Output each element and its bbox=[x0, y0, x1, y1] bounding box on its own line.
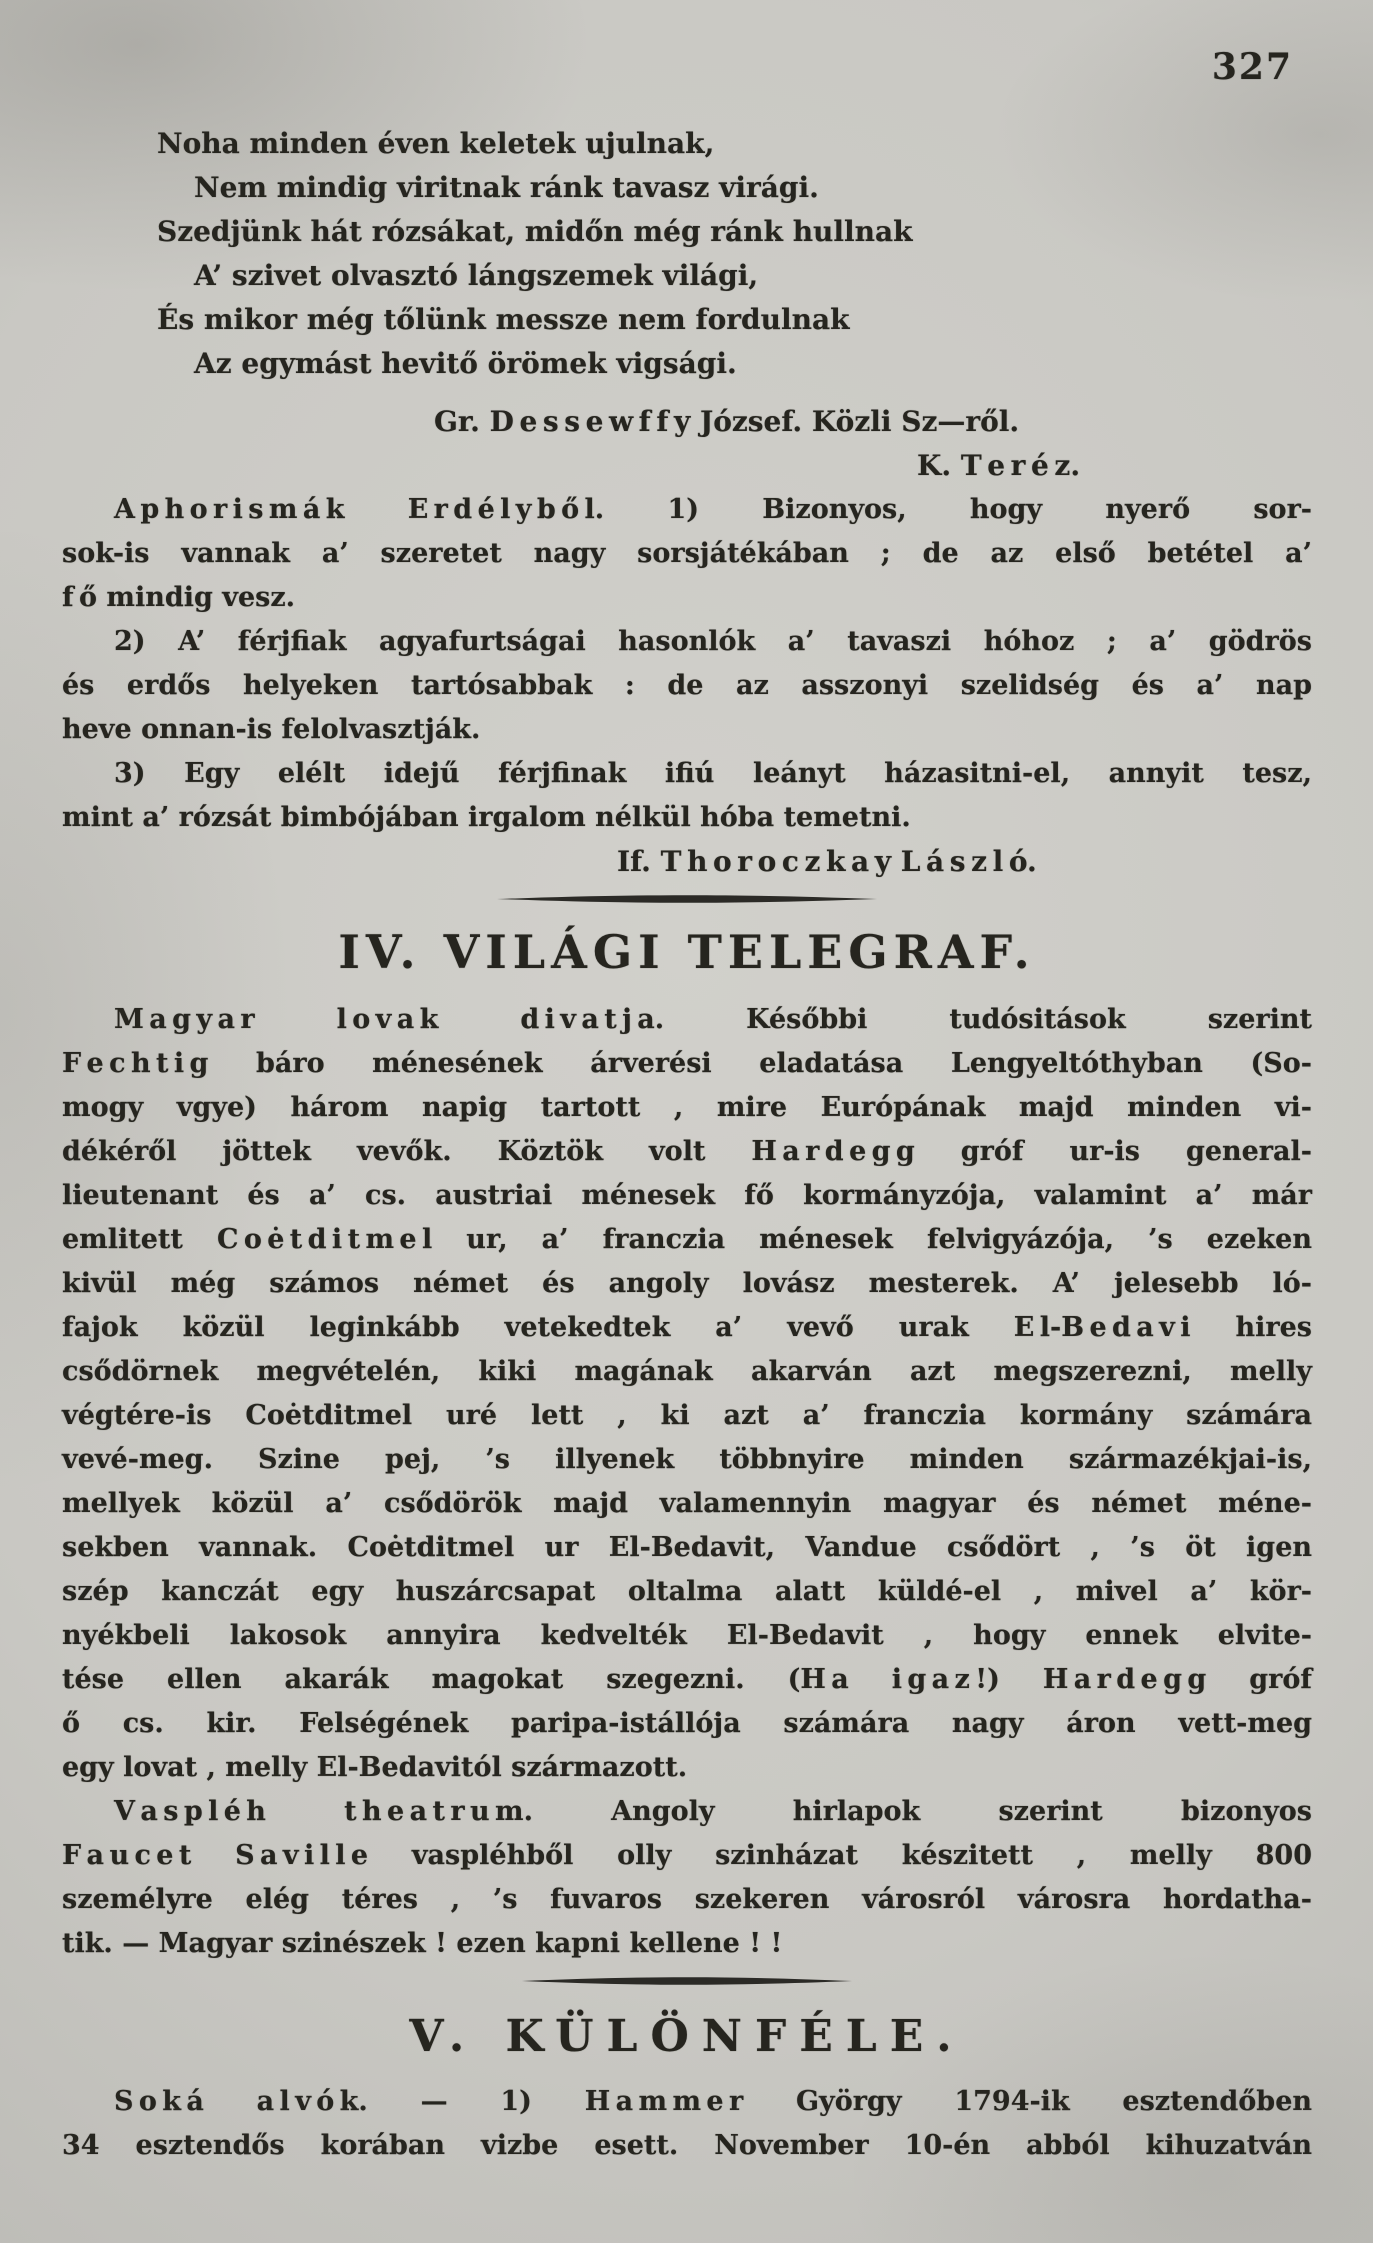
article-line: ő cs. kir. Felségének paripa-istállója számára nagy áron vett-meg bbox=[62, 1708, 1312, 1739]
article-line: M a g y a r l o v a k d i v a t j a. Későbbi tudósitások szerint bbox=[114, 1004, 1312, 1035]
divider-rule-icon bbox=[522, 1976, 852, 1986]
article-line: fajok közül leginkább vetekedtek a’ vevő urak E l-B e d a v i hires bbox=[62, 1312, 1312, 1343]
poem-line: Az egymást hevitő örömek vigsági. bbox=[194, 347, 737, 380]
article-line: mogy vgye) három napig tartott , mire Európának majd minden vi- bbox=[62, 1092, 1312, 1123]
divider-rule-icon bbox=[497, 894, 877, 904]
telegraf-article-magyar-lovak bbox=[62, 998, 1312, 1790]
article-line: F e c h t i g báro ménesének árverési eladatása Lengyeltóthyban (So- bbox=[62, 1048, 1312, 1079]
section-heading-vilagi-telegraf: IV. VILÁGI TELEGRAF. bbox=[338, 925, 1036, 979]
article-line: vevé-meg. Szine pej, ’s illyenek többnyire minden származékjai-is, bbox=[62, 1444, 1312, 1475]
article-line: személyre elég téres , ’s fuvaros szekeren városról városra hordatha- bbox=[62, 1884, 1312, 1915]
article-line: S o k á a l v ó k. — 1) H a m m e r György 1794-ik esztendőben bbox=[114, 2086, 1312, 2117]
article-line: egy lovat , melly El-Bedavitól származott. bbox=[62, 1752, 688, 1783]
article-line: nyékbeli lakosok annyira kedvelték El-Bedavit , hogy ennek elvite- bbox=[62, 1620, 1312, 1651]
article-line: emlitett C o ė t d i t m e l ur, a’ franczia ménesek felvigyázója, ’s ezeken bbox=[62, 1224, 1312, 1255]
article-line: tik. — Magyar szinészek ! ezen kapni kellene ! ! bbox=[62, 1928, 783, 1959]
article-line: dékéről jöttek vevők. Köztök volt H a r d e g g gróf ur-is general- bbox=[62, 1136, 1312, 1167]
article-line: F a u c e t S a v i l l e vaspléhből olly szinházat készitett , melly 800 bbox=[62, 1840, 1312, 1871]
poem-line: És mikor még tőlünk messze nem fordulnak bbox=[157, 303, 850, 336]
article-line: kivül még számos német és angoly lovász mesterek. A’ jelesebb ló- bbox=[62, 1268, 1312, 1299]
article-line: V a s p l é h t h e a t r u m. Angoly hirlapok szerint bizonyos bbox=[114, 1796, 1312, 1827]
text-column bbox=[62, 0, 1312, 2168]
article-line: szép kanczát egy huszárcsapat oltalma alatt küldé-el , mivel a’ kör- bbox=[62, 1576, 1312, 1607]
aphorism-line: 2) A’ férjfiak agyafurtságai hasonlók a’ tavaszi hóhoz ; a’ gödrös bbox=[114, 626, 1312, 657]
poem-line: Szedjünk hát rózsákat, midőn még ránk hullnak bbox=[157, 215, 913, 248]
section-divider bbox=[62, 884, 1312, 914]
section-heading-kulonfele: V. KÜLÖNFÉLE. bbox=[409, 2011, 965, 2062]
article-line: lieutenant és a’ cs. austriai ménesek fő kormányzója, valamint a’ már bbox=[62, 1180, 1312, 1211]
aphorism-line: és erdős helyeken tartósabbak : de az asszonyi szelidség és a’ nap bbox=[62, 670, 1312, 701]
poem-line: Noha minden éven keletek ujulnak, bbox=[157, 127, 715, 160]
page-number: 327 bbox=[1211, 46, 1293, 88]
article-line: mellyek közül a’ csődörök majd valamennyin magyar és német méne- bbox=[62, 1488, 1312, 1519]
article-line: csődörnek megvételén, kiki magának akarván azt megszerezni, melly bbox=[62, 1356, 1312, 1387]
article-line: tése ellen akarák magokat szegezni. (H a i g a z !) H a r d e g g gróf bbox=[62, 1664, 1312, 1695]
poem-line: Nem mindig viritnak ránk tavasz virági. bbox=[194, 171, 819, 204]
poem-line: A’ szivet olvasztó lángszemek világi, bbox=[194, 259, 759, 292]
telegraf-article-vaspleh-theatrum bbox=[62, 1790, 1312, 1966]
aphorism-line: f ő mindig vesz. bbox=[62, 582, 296, 613]
article-line: végtére-is Coėtditmel uré lett , ki azt a’ franczia kormány számára bbox=[62, 1400, 1312, 1431]
aphorisms-signature: If. T h o r o c z k a y L á s z l ó. bbox=[617, 845, 1037, 878]
aphorism-line: mint a’ rózsát bimbójában irgalom nélkül hóba temetni. bbox=[62, 802, 911, 833]
section-divider bbox=[62, 1966, 1312, 1996]
aphorisms-block bbox=[62, 488, 1312, 884]
poem-block bbox=[62, 122, 1312, 488]
article-line: 34 esztendős korában vizbe esett. November 10-én abból kihuzatván bbox=[62, 2130, 1312, 2161]
aphorism-line: heve onnan-is felolvasztják. bbox=[62, 714, 481, 745]
poem-attribution: Gr. D e s s e w f f y József. Közli Sz—ről. bbox=[434, 405, 1020, 438]
article-line: sekben vannak. Coėtditmel ur El-Bedavit, Vandue csődört , ’s öt igen bbox=[62, 1532, 1312, 1563]
kulonfele-article-soka-alvok bbox=[62, 2080, 1312, 2168]
aphorism-line: A p h o r i s m á k E r d é l y b ő l. 1) Bizonyos, hogy nyerő sor- bbox=[114, 494, 1312, 525]
aphorism-line: sok-is vannak a’ szeretet nagy sorsjátékában ; de az első betétel a’ bbox=[62, 538, 1312, 569]
aphorism-line: 3) Egy elélt idejű férjfinak ifiú leányt házasitni-el, annyit tesz, bbox=[114, 758, 1312, 789]
poem-communicator: K. T e r é z. bbox=[917, 449, 1081, 482]
